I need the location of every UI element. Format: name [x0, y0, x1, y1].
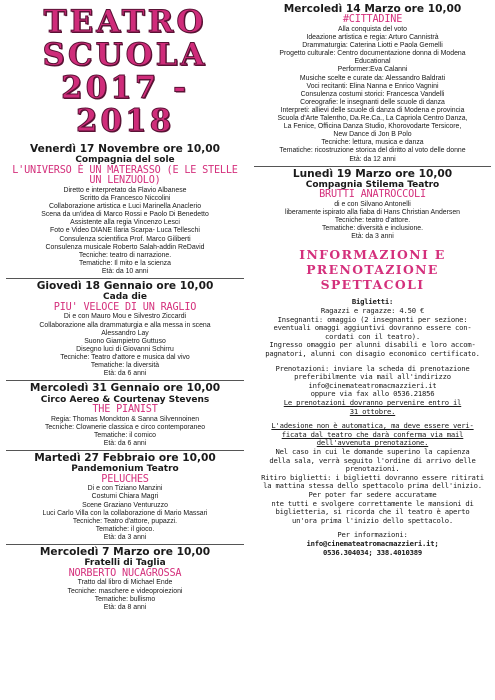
info-line: dell'avvenuta prenotazione.	[316, 438, 429, 448]
show-detail: New Dance di Jon B Polo	[333, 131, 412, 139]
show-detail: Tematiche: ricostruzione storica del diritto al voto delle donne	[279, 147, 466, 155]
show-detail: Scuola d'Arte Talentho, Da.Re.Ca., La Capriola Centro Danza,	[277, 115, 468, 123]
show-detail: Ideazione artistica e regia: Arturo Cannistrà	[306, 34, 439, 42]
show-detail: Interpreti: allievi delle scuole di danza di Modena e provincia	[280, 106, 465, 114]
show-detail: Età: da 12 anni	[349, 155, 396, 163]
info-line: Ritiro biglietti: i biglietti dovranno essere ritirati	[261, 472, 484, 482]
info-line: Le prenotazioni dovranno pervenire entro il	[283, 398, 462, 407]
show-detail: Tecniche: Teatro d'attore e musica dal vivo	[60, 353, 190, 361]
show-detail: Età: da 8 anni	[103, 603, 147, 611]
show-detail: Età: da 3 anni	[351, 233, 394, 241]
show-detail: Età: da 10 anni	[101, 267, 149, 275]
booking-deadline	[254, 399, 491, 416]
show-company: Fratelli di Taglia	[84, 558, 166, 569]
info-line: Ingresso omaggio per alunni disabili e loro accom-	[269, 340, 476, 350]
booking-text	[254, 365, 491, 399]
capacity-note	[254, 448, 491, 474]
show-detail: Performer:Eva Calanni	[337, 66, 408, 74]
info-line: della sala, verrà seguito l'ordine di arrivo delle	[269, 455, 476, 465]
contact-heading: Per informazioni:	[337, 530, 408, 540]
show-block	[6, 281, 244, 378]
show-company: Compagnia del sole	[75, 155, 175, 166]
show-detail: Tecniche: teatro d'attore.	[334, 217, 411, 225]
right-column	[248, 0, 495, 557]
show-date: Mercoledì 14 Marzo ore 10,00	[283, 3, 462, 15]
show-block	[6, 547, 244, 612]
info-line: cordati con il teatro).	[325, 331, 420, 341]
info-line: la mattina stessa dello spettacolo prima dell'inizio.	[263, 481, 482, 491]
show-detail: Foto e Video DIANE Ilaria Scarpa- Luca Telleschi	[50, 227, 200, 235]
show-block	[6, 453, 244, 542]
contact-email[interactable]: info@cinemateatromacmazzieri.it;	[306, 538, 439, 548]
show-block	[254, 4, 491, 164]
show-detail: Scene Graziano Venturuzzo	[82, 501, 168, 509]
show-separator	[6, 278, 244, 279]
show-detail: Tecniche: Clownerie classica e circo contemporaneo	[44, 423, 206, 431]
show-title: PIU' VELOCE DI UN RAGLIO	[53, 301, 197, 313]
show-detail: Consulenza scientifica Prof. Marco Giliberti	[59, 235, 191, 243]
show-detail: Scritto da Francesco Niccolini	[79, 195, 171, 203]
show-detail: Tematiche: il comico	[93, 431, 157, 439]
show-title: BRUTTI ANATROCCOLI	[319, 189, 426, 201]
show-detail: Drammaturgia: Caterina Liotti e Paola Gemelli	[302, 42, 443, 50]
info-line: biglietteria, si ricorda che il teatro è aperto	[275, 507, 470, 517]
info-line: pagnatori, alunni con disagio economico certificato.	[265, 349, 480, 359]
tickets-heading: Biglietti:	[351, 297, 394, 307]
info-heading-line-1: INFORMAZIONI E	[299, 247, 446, 263]
show-detail: Collaborazione alla drammaturgia e alla messa in scena	[39, 321, 211, 329]
show-detail: Alla conquista del voto	[338, 26, 407, 33]
show-detail: Voci recitanti: Elina Nanna e Enrico Vagnini	[306, 82, 439, 90]
info-line: oppure via fax allo 0536.21856	[310, 389, 435, 399]
contact-phones: 0536.304034; 338.4010389	[322, 547, 423, 557]
info-line: 31 ottobre.	[349, 406, 396, 416]
show-detail: Età: da 6 anni	[103, 370, 147, 378]
show-detail: liberamente ispirato alla fiaba di Hans Christian Andersen	[284, 209, 461, 217]
show-detail: Tecniche: teatro di narrazione.	[78, 251, 172, 259]
info-line: preferibilmente via mail all'indirizzo	[294, 372, 451, 382]
title-year: 2017 - 2018	[61, 70, 189, 139]
teachers-text	[254, 316, 491, 342]
show-company: Cada die	[103, 292, 147, 303]
show-date: Giovedì 18 Gennaio ore 10,00	[36, 280, 214, 293]
show-detail: Tematiche: bullismo	[94, 595, 156, 603]
show-title: L'UNIVERSO È UN MATERASSO (E LE STELLE UN LENZUOLO)	[12, 164, 238, 187]
show-detail: Età: da 3 anni	[103, 533, 147, 541]
title-line-2: SCUOLA	[42, 37, 208, 73]
show-date: Lunedì 19 Marzo ore 10,00	[292, 167, 453, 180]
show-detail: Tematiche: diversità e inclusione.	[321, 225, 424, 233]
ticket-pickup-note	[254, 474, 491, 526]
show-detail: Educational	[354, 58, 391, 66]
show-detail: Luci Carlo Villa con la collaborazione di Mario Massari	[42, 509, 208, 517]
show-date: Martedì 27 Febbraio ore 10,00	[34, 451, 216, 464]
show-block	[6, 383, 244, 448]
show-separator	[6, 544, 244, 545]
show-detail: Di e con Tiziano Manzini	[87, 485, 163, 493]
show-detail: Tratto dal libro di Michael Ende	[77, 579, 173, 587]
show-detail: Tecniche: Teatro d'attore, pupazzi.	[72, 517, 178, 525]
info-line: un'ora prima l'inizio dello spettacolo.	[292, 515, 453, 525]
show-detail: Tecniche: lettura, musica e danza	[321, 139, 424, 147]
show-detail: Regia: Thomas Monckton & Sanna Silvennoinen	[50, 415, 200, 423]
show-detail: Diretto e interpretato da Flavio Albanese	[63, 187, 187, 194]
info-line: nte tutti e svolgere correttamente le mansioni di	[271, 498, 474, 508]
info-line: eventuali omaggi aggiuntivi dovranno essere con-	[273, 323, 472, 333]
info-heading	[254, 247, 491, 292]
info-body	[254, 298, 491, 557]
left-show-list	[6, 144, 244, 612]
confirmation-note	[254, 422, 491, 448]
show-company: Compagnia Stilema Teatro	[305, 180, 440, 190]
show-date: Venerdì 17 Novembre ore 10,00	[30, 143, 220, 155]
show-date: Mercoledì 7 Marzo ore 10,00	[39, 546, 211, 559]
show-detail: Alessandro Lay	[101, 329, 149, 337]
show-detail: Consulenza musicale Roberto Salah-addin ReDavid	[45, 243, 205, 251]
show-detail: La Fenice, Officina Danza Studio, Khorovodarte Tersicore,	[283, 123, 462, 131]
show-company: Circo Aereo & Courtenay Stevens	[40, 394, 210, 405]
info-line: L'adesione non è automatica, ma deve essere veri-	[271, 421, 474, 431]
info-heading-line-2: PRENOTAZIONE SPETTACOLI	[306, 262, 439, 293]
show-detail: Collaborazione artistica e Luci Marinella Anaclerio	[48, 203, 202, 211]
title-line-1: TEATRO	[43, 4, 207, 40]
show-detail: Assistente alla regia Vincenzo Lesci	[70, 219, 180, 227]
show-title: PELUCHES	[101, 473, 149, 485]
info-line: prenotazioni.	[345, 464, 400, 474]
show-detail: Coreografie: le insegnanti delle scuole di danza	[300, 98, 445, 106]
show-block	[6, 144, 244, 276]
show-detail: Tematiche: Il mito e la scienza	[79, 259, 171, 267]
left-column	[0, 0, 248, 612]
show-title: #CITTADINE	[342, 14, 403, 26]
info-line: info@cinemateatromacmazzieri.it	[308, 380, 437, 390]
show-detail: Disegno luci di Giovanni Schirru	[76, 345, 174, 353]
show-title: THE PIANIST	[92, 404, 158, 415]
show-title: NORBERTO NUCAGROSSA	[68, 567, 182, 579]
info-line: Prenotazioni: inviare la scheda di prenotazione	[275, 363, 470, 373]
show-company: Pandemonium Teatro	[71, 464, 179, 475]
show-detail: Tematiche: la diversità	[90, 362, 160, 369]
show-separator	[6, 380, 244, 381]
show-separator	[254, 166, 491, 167]
info-line: Insegnanti: omaggio (2 insegnanti per sezione:	[277, 314, 468, 324]
show-detail: Tecniche: maschere e videoproiezioni	[67, 587, 183, 595]
info-line: ficata dal teatro che darà conferma via mail	[281, 429, 464, 439]
show-detail: Suono Giampietro Guttuso	[84, 337, 166, 345]
info-line: Per poter far sedere accuratame	[308, 489, 437, 499]
show-separator	[6, 450, 244, 451]
show-detail: Di e con Mauro Mou e Silvestro Ziccardi	[63, 313, 187, 321]
show-detail: Tematiche: il gioco.	[95, 525, 155, 533]
show-date: Mercoledì 31 Gennaio ore 10,00	[29, 382, 221, 395]
show-detail: Costumi Chiara Magri	[91, 493, 159, 501]
free-entry-text	[254, 341, 491, 358]
poster-title	[6, 6, 244, 138]
right-show-list	[254, 4, 491, 241]
show-detail: Consulenza costumi storici: Francesca Vandelli	[300, 90, 445, 98]
show-detail: Musiche scelte e curate da: Alessandro Baldrati	[299, 74, 446, 82]
tickets-children-price: Ragazzi e ragazze: 4.50 €	[320, 306, 425, 316]
info-line: Nel caso in cui le domande superino la capienza	[275, 446, 470, 456]
show-detail: Età: da 6 anni	[103, 439, 147, 447]
show-block	[254, 169, 491, 242]
show-detail: di e con Silvano Antonelli	[334, 201, 411, 208]
show-detail: Scena da un'idea di Marco Rossi e Paolo Di Benedetto	[41, 211, 209, 219]
show-detail: Progetto culturale: Centro documentazione donna di Modena	[279, 50, 466, 58]
